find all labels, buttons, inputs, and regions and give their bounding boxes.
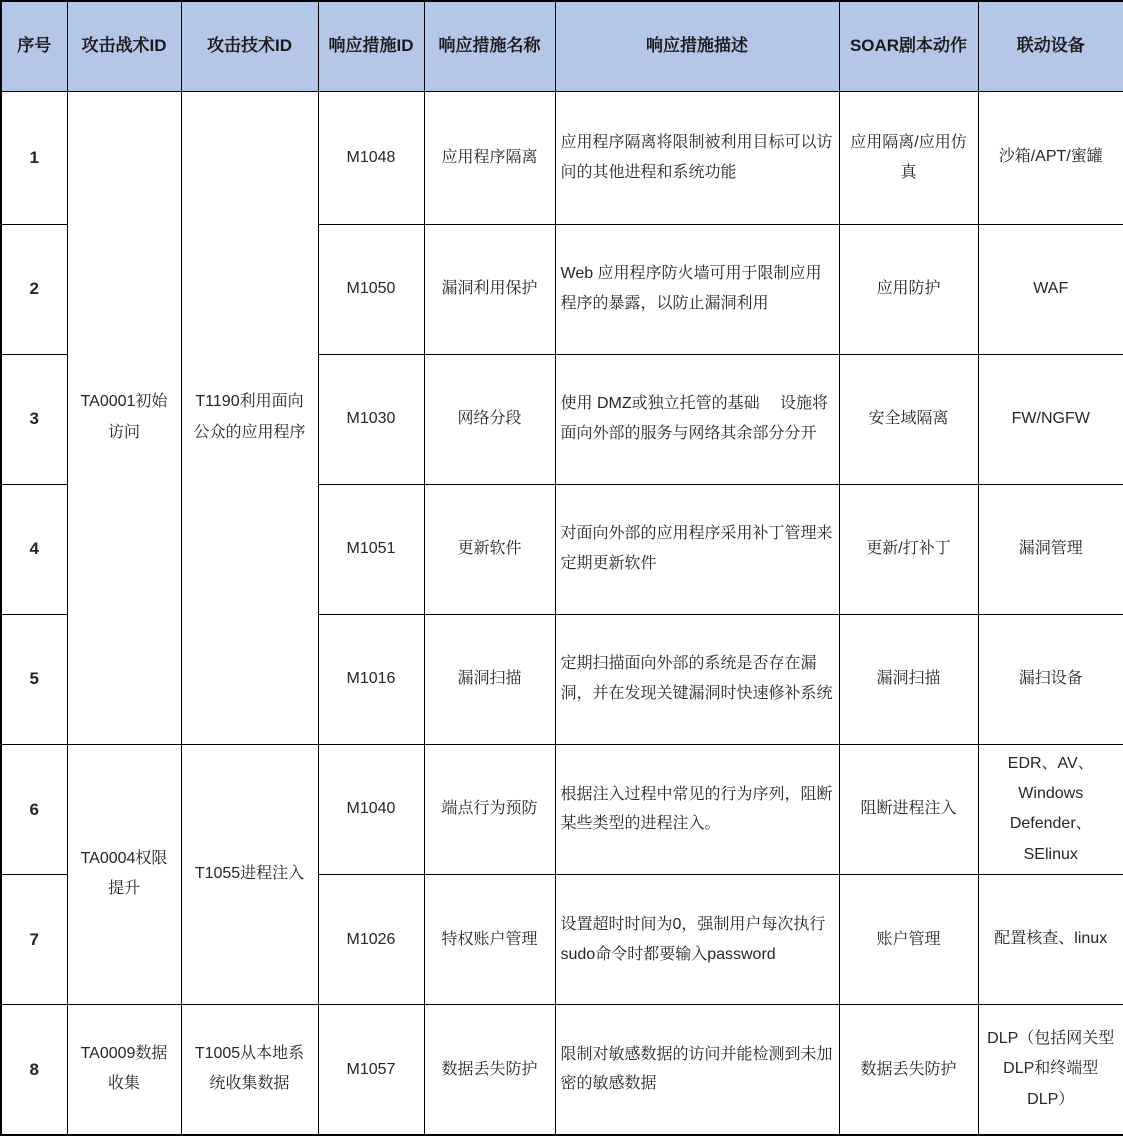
- cell-measure-id: M1030: [318, 354, 424, 484]
- cell-soar-action: 安全域隔离: [839, 354, 978, 484]
- cell-measure-id: M1051: [318, 484, 424, 614]
- table-header-row: [1, 1, 1123, 91]
- cell-devices: 漏扫设备: [978, 614, 1123, 744]
- cell-seq: 6: [1, 744, 67, 875]
- cell-measure-name: 端点行为预防: [424, 744, 555, 875]
- col-header-seq: 序号: [1, 1, 67, 91]
- cell-devices: DLP（包括网关型DLP和终端型DLP）: [978, 1005, 1123, 1135]
- cell-measure-name: 应用程序隔离: [424, 91, 555, 224]
- cell-soar-action: 应用隔离/应用仿真: [839, 91, 978, 224]
- cell-tactic-group-ta0009: TA0009数据收集: [67, 1005, 181, 1135]
- cell-soar-action: 应用防护: [839, 224, 978, 354]
- col-header-tactic-id: 攻击战术ID: [67, 1, 181, 91]
- cell-devices: WAF: [978, 224, 1123, 354]
- col-header-measure-desc: 响应措施描述: [555, 1, 839, 91]
- cell-description: 定期扫描面向外部的系统是否存在漏洞，并在发现关键漏洞时快速修补系统: [555, 614, 839, 744]
- cell-soar-action: 数据丢失防护: [839, 1005, 978, 1135]
- cell-devices: FW/NGFW: [978, 354, 1123, 484]
- cell-measure-name: 特权账户管理: [424, 875, 555, 1005]
- cell-seq: 4: [1, 484, 67, 614]
- cell-soar-action: 更新/打补丁: [839, 484, 978, 614]
- col-header-measure-name: 响应措施名称: [424, 1, 555, 91]
- cell-soar-action: 账户管理: [839, 875, 978, 1005]
- cell-soar-action: 漏洞扫描: [839, 614, 978, 744]
- cell-description: 根据注入过程中常见的行为序列，阻断某些类型的进程注入。: [555, 744, 839, 875]
- cell-devices: 漏洞管理: [978, 484, 1123, 614]
- cell-measure-id: M1026: [318, 875, 424, 1005]
- cell-description: 使用 DMZ或独立托管的基础 设施将面向外部的服务与网络其余部分分开: [555, 354, 839, 484]
- cell-tactic-group-ta0001: TA0001初始访问: [67, 91, 181, 744]
- cell-seq: 1: [1, 91, 67, 224]
- cell-soar-action: 阻断进程注入: [839, 744, 978, 875]
- cell-measure-id: M1057: [318, 1005, 424, 1135]
- cell-description: 限制对敏感数据的访问并能检测到未加密的敏感数据: [555, 1005, 839, 1135]
- cell-description: 应用程序隔离将限制被利用目标可以访问的其他进程和系统功能: [555, 91, 839, 224]
- cell-technique-group-t1190: T1190利用面向公众的应用程序: [181, 91, 318, 744]
- cell-measure-id: M1048: [318, 91, 424, 224]
- cell-description: 对面向外部的应用程序采用补丁管理来定期更新软件: [555, 484, 839, 614]
- cell-description: 设置超时时间为0，强制用户每次执行sudo命令时都要输入password: [555, 875, 839, 1005]
- table-row: [1, 744, 1123, 875]
- col-header-measure-id: 响应措施ID: [318, 1, 424, 91]
- cell-seq: 3: [1, 354, 67, 484]
- cell-measure-name: 数据丢失防护: [424, 1005, 555, 1135]
- cell-measure-name: 漏洞扫描: [424, 614, 555, 744]
- cell-measure-name: 漏洞利用保护: [424, 224, 555, 354]
- cell-seq: 5: [1, 614, 67, 744]
- col-header-soar-action: SOAR剧本动作: [839, 1, 978, 91]
- cell-measure-id: M1040: [318, 744, 424, 875]
- col-header-devices: 联动设备: [978, 1, 1123, 91]
- cell-description: Web 应用程序防火墙可用于限制应用程序的暴露，以防止漏洞利用: [555, 224, 839, 354]
- cell-devices: 沙箱/APT/蜜罐: [978, 91, 1123, 224]
- cell-seq: 2: [1, 224, 67, 354]
- col-header-technique-id: 攻击技术ID: [181, 1, 318, 91]
- cell-measure-id: M1050: [318, 224, 424, 354]
- cell-technique-group-t1055: T1055进程注入: [181, 744, 318, 1005]
- cell-seq: 8: [1, 1005, 67, 1135]
- cell-technique-group-t1005: T1005从本地系统收集数据: [181, 1005, 318, 1135]
- cell-devices: 配置核查、linux: [978, 875, 1123, 1005]
- cell-tactic-group-ta0004: TA0004权限提升: [67, 744, 181, 1005]
- table-row: [1, 91, 1123, 224]
- cell-measure-name: 更新软件: [424, 484, 555, 614]
- cell-measure-name: 网络分段: [424, 354, 555, 484]
- cell-devices: EDR、AV、Windows Defender、SElinux: [978, 744, 1123, 875]
- cell-seq: 7: [1, 875, 67, 1005]
- table-row: [1, 1005, 1123, 1135]
- cell-measure-id: M1016: [318, 614, 424, 744]
